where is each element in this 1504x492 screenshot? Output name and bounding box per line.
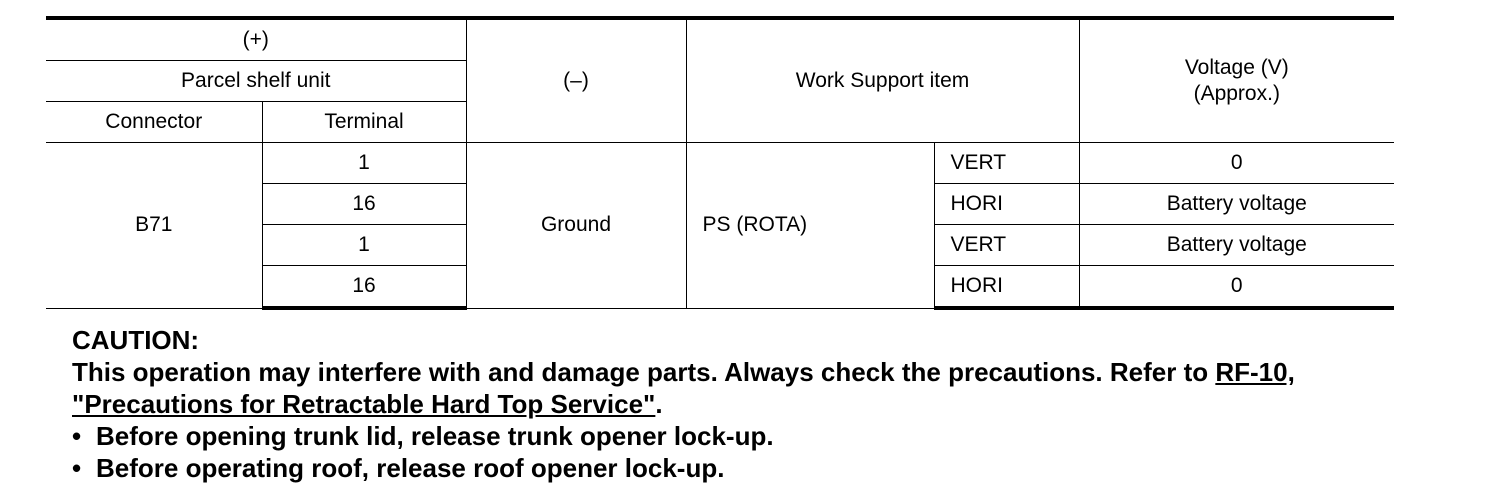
mode-cell: VERT — [934, 225, 1079, 266]
ground-cell: Ground — [466, 143, 686, 309]
header-terminal: Terminal — [262, 102, 466, 143]
caution-title: CAUTION: — [72, 325, 200, 355]
header-voltage-label: Voltage (V) — [1184, 56, 1289, 79]
terminal-cell: 1 — [262, 143, 466, 184]
header-voltage-approx: (Approx.) — [1193, 82, 1280, 105]
voltage-cell: 0 — [1079, 266, 1394, 309]
list-item — [72, 452, 1432, 484]
bullet-icon: • — [72, 453, 82, 483]
caution-text — [72, 356, 1432, 420]
caution-bullet-list — [72, 420, 1432, 484]
voltage-cell: Battery voltage — [1079, 184, 1394, 225]
mode-cell: HORI — [934, 266, 1079, 309]
bullet-icon: • — [72, 421, 82, 451]
work-support-item-cell: PS (ROTA) — [686, 143, 934, 309]
caution-text-suffix: . — [655, 389, 663, 419]
header-plus: (+) — [46, 18, 466, 61]
header-row-1 — [46, 18, 1394, 61]
table-row — [46, 143, 1394, 184]
precautions-reference-link[interactable]: RF-10, "Precautions for Retractable Hard Top Service" — [72, 357, 1295, 419]
mode-cell: VERT — [934, 143, 1079, 184]
mode-cell: HORI — [934, 184, 1079, 225]
header-work-support-item: Work Support item — [686, 18, 1079, 143]
caution-text-body: This operation may interfere with and damage parts. Always check the precautions. Refer to — [72, 357, 1216, 387]
header-connector: Connector — [46, 102, 262, 143]
terminal-cell: 1 — [262, 225, 466, 266]
list-item-text: Before opening trunk lid, release trunk opener lock-up. — [96, 421, 774, 451]
connector-cell: B71 — [46, 143, 262, 309]
list-item — [72, 420, 1432, 452]
terminal-voltage-table — [46, 16, 1394, 310]
header-voltage — [1079, 18, 1394, 143]
header-minus: (–) — [466, 18, 686, 143]
header-parcel-shelf-unit: Parcel shelf unit — [46, 61, 466, 102]
terminal-cell: 16 — [262, 184, 466, 225]
caution-block — [72, 324, 1432, 484]
voltage-cell: Battery voltage — [1079, 225, 1394, 266]
terminal-cell: 16 — [262, 266, 466, 309]
list-item-text: Before operating roof, release roof opener lock-up. — [96, 453, 725, 483]
voltage-cell: 0 — [1079, 143, 1394, 184]
